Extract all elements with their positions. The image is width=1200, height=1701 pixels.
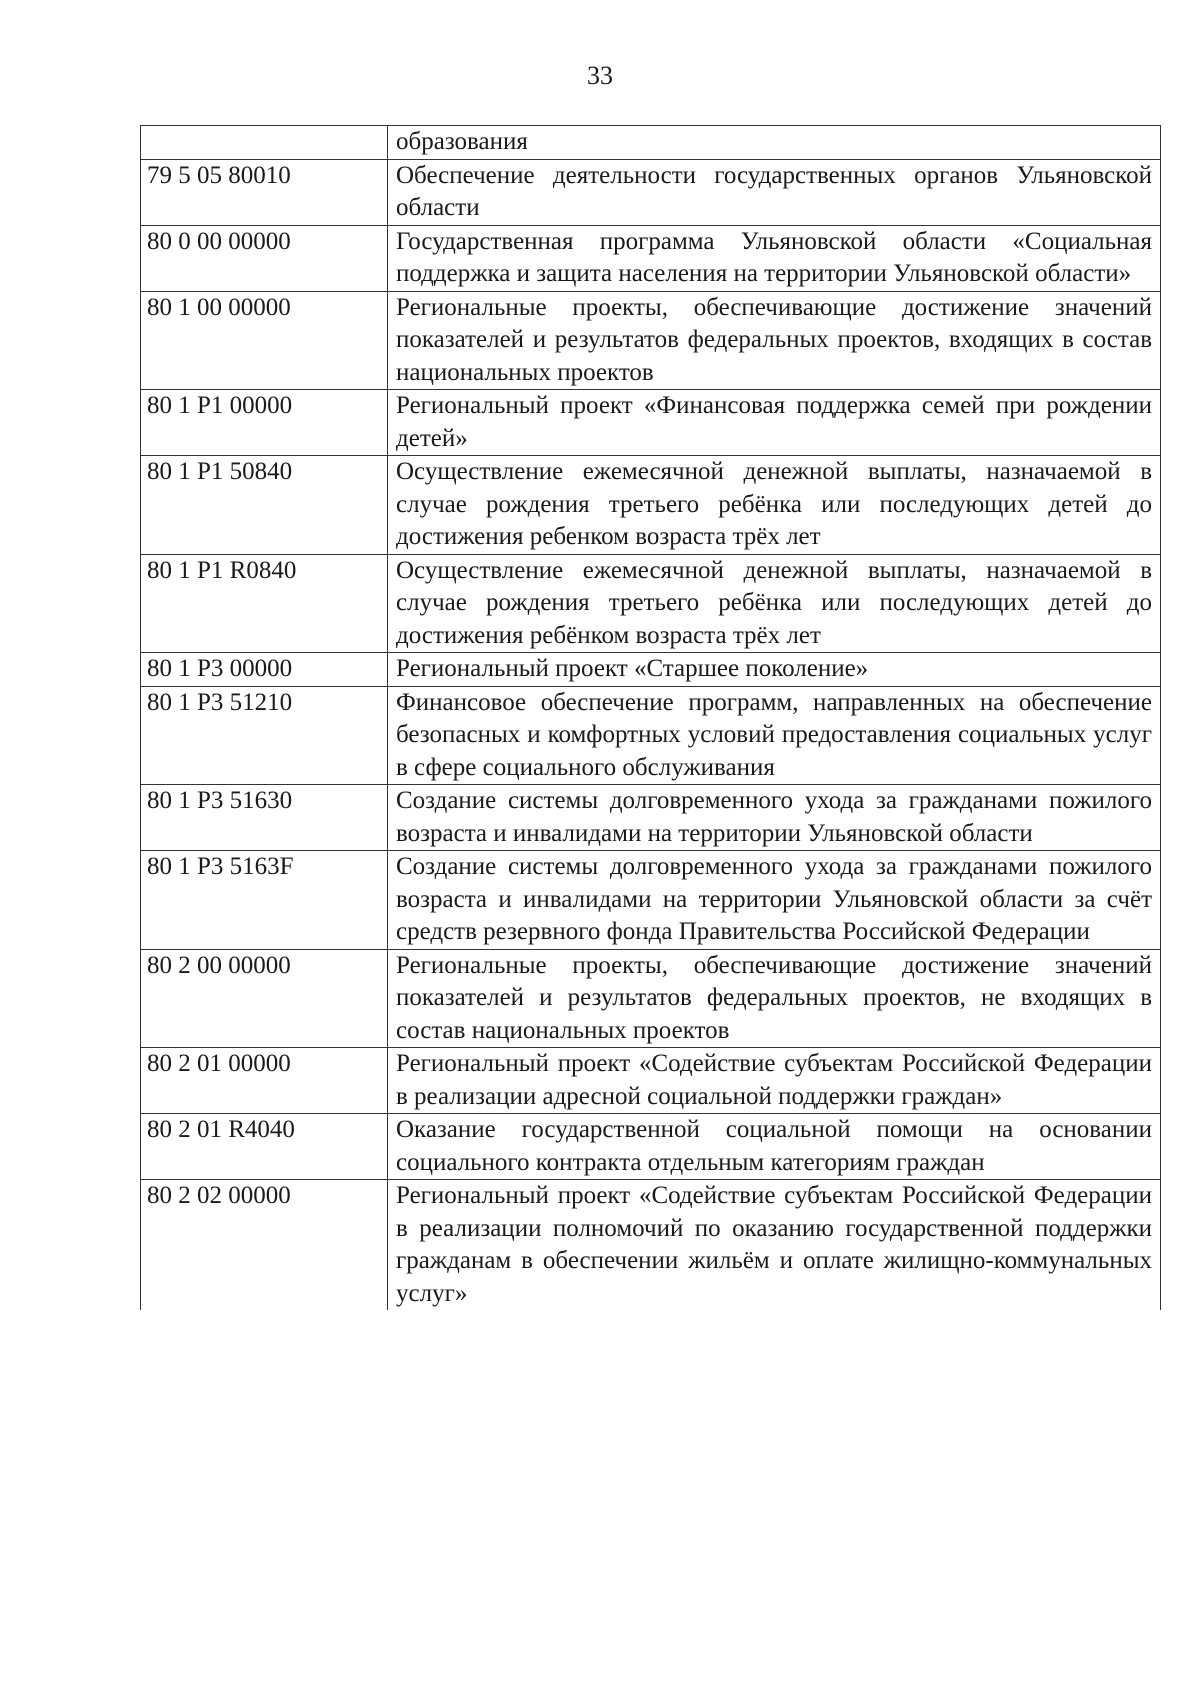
row-description: Региональный проект «Финансовая поддержка семей при рождении детей» [388, 390, 1161, 456]
table-row [141, 554, 1161, 653]
table-row [141, 785, 1161, 851]
table-row [141, 126, 1161, 160]
table-row [141, 456, 1161, 555]
table-row [141, 291, 1161, 390]
table-row [141, 159, 1161, 225]
row-code: 80 1 P3 51210 [141, 686, 388, 785]
table-row [141, 1180, 1161, 1311]
row-code: 80 2 02 00000 [141, 1180, 388, 1311]
row-description: Осуществление ежемесячной денежной выплаты, назначаемой в случае рождения третьего ребёнка или последующих детей до достижения ребёнком возраста трёх лет [388, 554, 1161, 653]
row-code: 79 5 05 80010 [141, 159, 388, 225]
row-description: Региональный проект «Содействие субъектам Российской Федерации в реализации адресной социальной поддержки граждан» [388, 1048, 1161, 1114]
page-number: 33 [587, 61, 613, 90]
row-description: Государственная программа Ульяновской области «Социальная поддержка и защита населения на территории Ульяновской области» [388, 225, 1161, 291]
row-code: 80 2 00 00000 [141, 949, 388, 1048]
row-description: Региональный проект «Содействие субъектам Российской Федерации в реализации полномочий по оказанию государственной поддержки гражданам в обеспечении жильём и оплате жилищно-коммунальных услуг» [388, 1180, 1161, 1311]
table-row [141, 851, 1161, 950]
row-description: Региональные проекты, обеспечивающие достижение значений показателей и результатов федеральных проектов, входящих в состав национальных проектов [388, 291, 1161, 390]
row-description: Осуществление ежемесячной денежной выплаты, назначаемой в случае рождения третьего ребёнка или последующих детей до достижения ребенком возраста трёх лет [388, 456, 1161, 555]
row-code: 80 1 P1 R0840 [141, 554, 388, 653]
row-code: 80 1 P3 5163F [141, 851, 388, 950]
row-code: 80 2 01 R4040 [141, 1114, 388, 1180]
row-description: Создание системы долговременного ухода за гражданами пожилого возраста и инвалидами на территории Ульяновской области за счёт средств резервного фонда Правительства Российской Федерации [388, 851, 1161, 950]
row-description: Обеспечение деятельности государственных органов Ульяновской области [388, 159, 1161, 225]
table-body [141, 126, 1161, 1311]
row-code: 80 1 P3 51630 [141, 785, 388, 851]
table-row [141, 686, 1161, 785]
table-row [141, 949, 1161, 1048]
table-row [141, 1114, 1161, 1180]
row-code: 80 1 P1 00000 [141, 390, 388, 456]
row-code: 80 2 01 00000 [141, 1048, 388, 1114]
row-description: Создание системы долговременного ухода за гражданами пожилого возраста и инвалидами на территории Ульяновской области [388, 785, 1161, 851]
row-code: 80 1 P3 00000 [141, 653, 388, 687]
row-description: образования [388, 126, 1161, 160]
row-description: Финансовое обеспечение программ, направленных на обеспечение безопасных и комфортных условий предоставления социальных услуг в сфере социального обслуживания [388, 686, 1161, 785]
row-code: 80 1 00 00000 [141, 291, 388, 390]
row-code: 80 1 P1 50840 [141, 456, 388, 555]
row-code [141, 126, 388, 160]
row-code: 80 0 00 00000 [141, 225, 388, 291]
table-row [141, 390, 1161, 456]
row-description: Региональный проект «Старшее поколение» [388, 653, 1161, 687]
table-row [141, 1048, 1161, 1114]
row-description: Оказание государственной социальной помощи на основании социального контракта отдельным категориям граждан [388, 1114, 1161, 1180]
classification-table [140, 125, 1161, 1310]
table-row [141, 653, 1161, 687]
table-row [141, 225, 1161, 291]
row-description: Региональные проекты, обеспечивающие достижение значений показателей и результатов федеральных проектов, не входящих в состав национальных проектов [388, 949, 1161, 1048]
